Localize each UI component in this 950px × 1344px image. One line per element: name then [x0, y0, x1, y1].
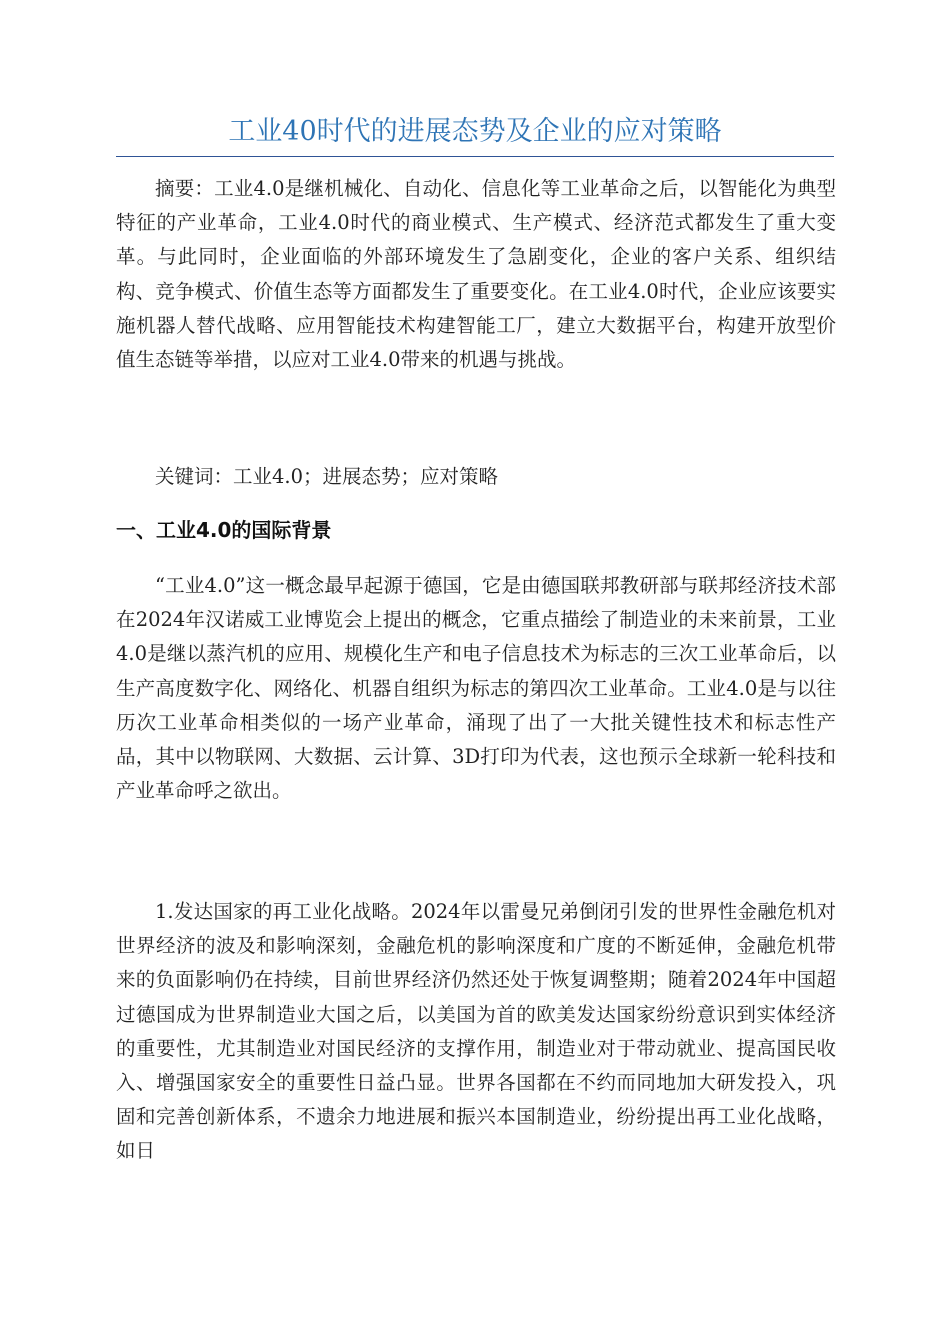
abstract-block — [116, 172, 836, 377]
document-title: 工业40时代的进展态势及企业的应对策略 — [228, 116, 722, 147]
section1-paragraph-1-block — [116, 569, 836, 808]
keywords-line: 关键词：工业4.0；进展态势；应对策略 — [155, 465, 499, 488]
section1-paragraph-2: 1.发达国家的再工业化战略。2024年以雷曼兄弟倒闭引发的世界性金融危机对世界经济的波及和影响深刻，金融危机的影响深度和广度的不断延伸，金融危机带来的负面影响仍在持续，目前世界经济仍然还处于恢复调整期；随着2024年中国超过德国成为世界制造业大国之后，以美国为首的欧美发达国家纷纷意识到实体经济的重要性，尤其制造业对国民经济的支撑作用，制造业对于带动就业、提高国民收入、增强国家安全的重要性日益凸显。世界各国都在不约而同地加大研发投入，巩固和完善创新体系，不遗余力地进展和振兴本国制造业，纷纷提出再工业化战略，如日 — [116, 900, 836, 1163]
title-block — [116, 112, 834, 157]
abstract-paragraph: 摘要：工业4.0是继机械化、自动化、信息化等工业革命之后，以智能化为典型特征的产业革命，工业4.0时代的商业模式、生产模式、经济范式都发生了重大变革。与此同时，企业面临的外部环境发生了急剧变化，企业的客户关系、组织结构、竞争模式、价值生态等方面都发生了重要变化。在工业4.0时代，企业应该要实施机器人替代战略、应用智能技术构建智能工厂，建立大数据平台，构建开放型价值生态链等举措，以应对工业4.0带来的机遇与挑战。 — [116, 177, 836, 372]
section-heading: 一、工业4.0的国际背景 — [116, 518, 332, 542]
keywords-block — [116, 460, 836, 494]
section1-paragraph-2-block — [116, 895, 836, 1169]
section1-paragraph-1: “工业4.0”这一概念最早起源于德国，它是由德国联邦教研部与联邦经济技术部在2024年汉诺威工业博览会上提出的概念，它重点描绘了制造业的未来前景，工业4.0是继以蒸汽机的应用、规模化生产和电子信息技术为标志的三次工业革命后，以生产高度数字化、网络化、机器自组织为标志的第四次工业革命。工业4.0是与以往历次工业革命相类似的一场产业革命，涌现了出了一大批关键性技术和标志性产品，其中以物联网、大数据、云计算、3D打印为代表，这也预示全球新一轮科技和产业革命呼之欲出。 — [116, 574, 836, 803]
